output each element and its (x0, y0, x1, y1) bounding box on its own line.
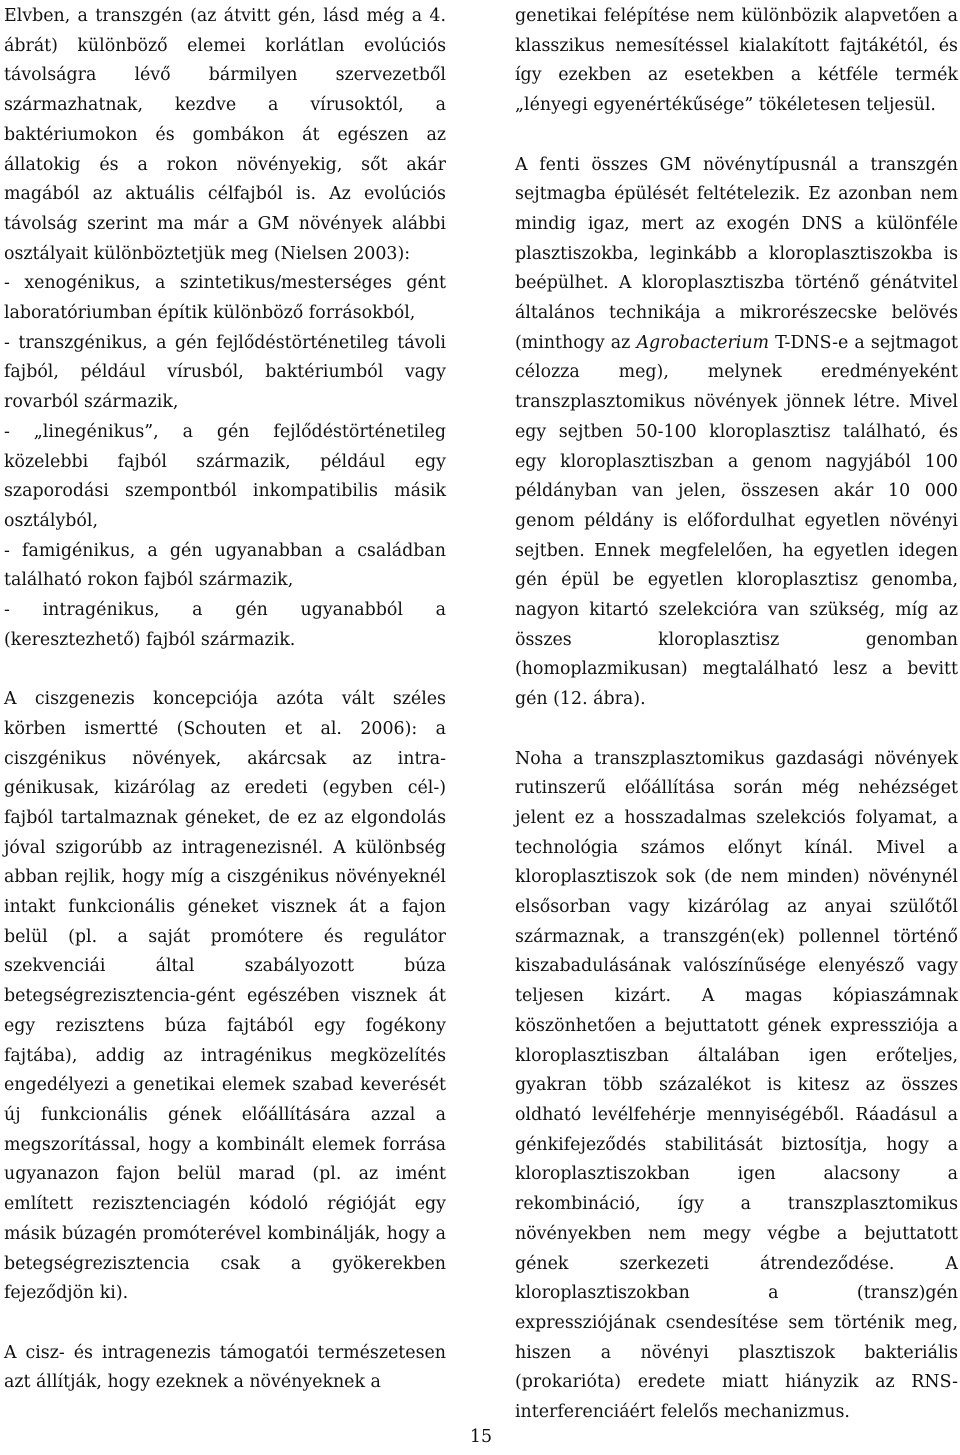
left-paragraph-2: A ciszgenezis koncepciója azóta vált széles körben ismertté (Schouten et al. 2006): a ciszgénikus növények, akárcsak az intra-génikusak, kizárólag az eredeti (egyben cél-) fajból tartalmaznak géneket, de ez az elgondolás jóval szigorúbb az intragenezisnél. A különbség abban rejlik, hogy míg a ciszgénikus növényeknél intakt funkcionális géneket visznek át a fajon belül (pl. a saját promótere és regulátor szekvenciái által szabályozott búza betegségrezisztencia-gént egészében visznek át egy rezisztens búza fajtából egy fogékony fajtába), addig az intragénikus megközelítés engedélyezi a genetikai elemek szabad keverését új funkcionális gének előállítására azzal a megszorítással, hogy a kombinált elemek forrása ugyanazon fajon belül marad (pl. az imént említett rezisztenciagén kódoló régióját egy másik búzagén promóterével kombinálják, hogy a betegségrezisztencia csak a gyökerekben fejeződjön ki). (4, 689, 446, 1304)
right-column (515, 2, 958, 1428)
left-column (4, 2, 446, 1398)
list-item: - transzgénikus, a gén fejlődéstörténetileg távoli fajból, például vírusból, baktériumból vagy rovarból származik, (4, 332, 446, 413)
text-run: T-DNS-e a sejtmagot célozza meg), melynek eredményeként transzplasztomikus növények jönnek létre. Mivel egy sejtben 50-100 kloroplasztisz található, és egy kloroplasztiszban a genom nagyjából 100 példányban van jelen, összesen akár 10 000 genom példány is előfordulhat egyetlen növényi sejtben. Ennek megfelelően, ha egyetlen idegen gén épül be egyetlen kloroplasztisz genomba, nagyon kitartó szelekcióra van szükség, míg az összes kloroplasztisz genomban (homoplazmikusan) megtalálható lesz a bevitt gén (12. ábra). (515, 332, 958, 710)
list-item: - famigénikus, a gén ugyanabban a családban található rokon fajból származik, (4, 540, 446, 591)
left-paragraph-1: Elvben, a transzgén (az átvitt gén, lásd még a 4. ábrát) különböző elemei korlátlan evolúciós távolságra lévő bármilyen szervezetből származhatnak, kezdve a vírusoktól, a baktériumokon és gombákon át egészen az állatokig és a rokon növényekig, sőt akár magából az aktuális célfajból is. Az evolúciós távolság szerint ma már a GM növények alábbi osztályait különböztetjük meg (Nielsen 2003): (4, 6, 446, 264)
text-run: A fenti összes GM növénytípusnál a transzgén sejtmagba épülését feltételezik. Ez azonban nem mindig igaz, mert az exogén DNS a különféle plasztiszokba, leginkább a kloroplasztiszokba is beépülhet. A kloroplasztiszba történő génátvitel általános technikája a mikrorészecske belövés (minthogy az (515, 154, 958, 353)
page-number: 15 (469, 1427, 493, 1447)
right-paragraph-2 (515, 151, 958, 715)
list-item: - „linegénikus”, a gén fejlődéstörténetileg közelebbi fajból származik, például egy szaporodási szempontból inkompatibilis másik osztályból, (4, 421, 446, 531)
left-paragraph-3: A cisz- és intragenezis támogatói természetesen azt állítják, hogy ezeknek a növényeknek a (4, 1342, 446, 1393)
species-name-italic: Agrobacterium (636, 332, 770, 353)
list-item: - xenogénikus, a szintetikus/mesterséges gént laboratóriumban építik különböző forrásokból, (4, 273, 446, 324)
right-paragraph-1: genetikai felépítése nem különbözik alapvetően a klasszikus nemesítéssel kialakított fajtákétól, és így ezekben az esetekben a kétféle termék „lényegi egyenértékűsége” tökéletesen teljesül. (515, 6, 958, 116)
list-item: - intragénikus, a gén ugyanabból a (keresztezhető) fajból származik. (4, 600, 446, 650)
right-paragraph-3: Noha a transzplasztomikus gazdasági növények rutinszerű előállítása során még nehézséget jelent ez a hosszadalmas szelekciós folyamat, a technológia számos előnyt kínál. Mivel a kloroplasztiszok sok (de nem minden) növénynél elsősorban vagy kizárólag az anyai szülőtől származnak, a transzgén(ek) pollennel történő kiszabadulásának valószínűsége elenyésző vagy teljesen kizárt. A magas kópiaszámnak köszönhetően a bejuttatott gének expressziója a kloroplasztiszban általában igen erőteljes, gyakran több százalékot is kitesz az összes oldható levélfehérje mennyiségéből. Ráadásul a génkifejeződés stabilitását biztosítja, hogy a kloroplasztiszokban igen alacsony a rekombináció, így a transzplasztomikus növényekben nem megy végbe a bejuttatott gének szerkezeti átrendeződése. A kloroplasztiszokban a (transz)gén expressziójának csendesítése sem történik meg, hiszen a növényi plasztiszok bakteriális (prokarióta) eredete miatt hiányzik az RNS-interferenciáért felelős mechanizmus. (515, 748, 958, 1423)
